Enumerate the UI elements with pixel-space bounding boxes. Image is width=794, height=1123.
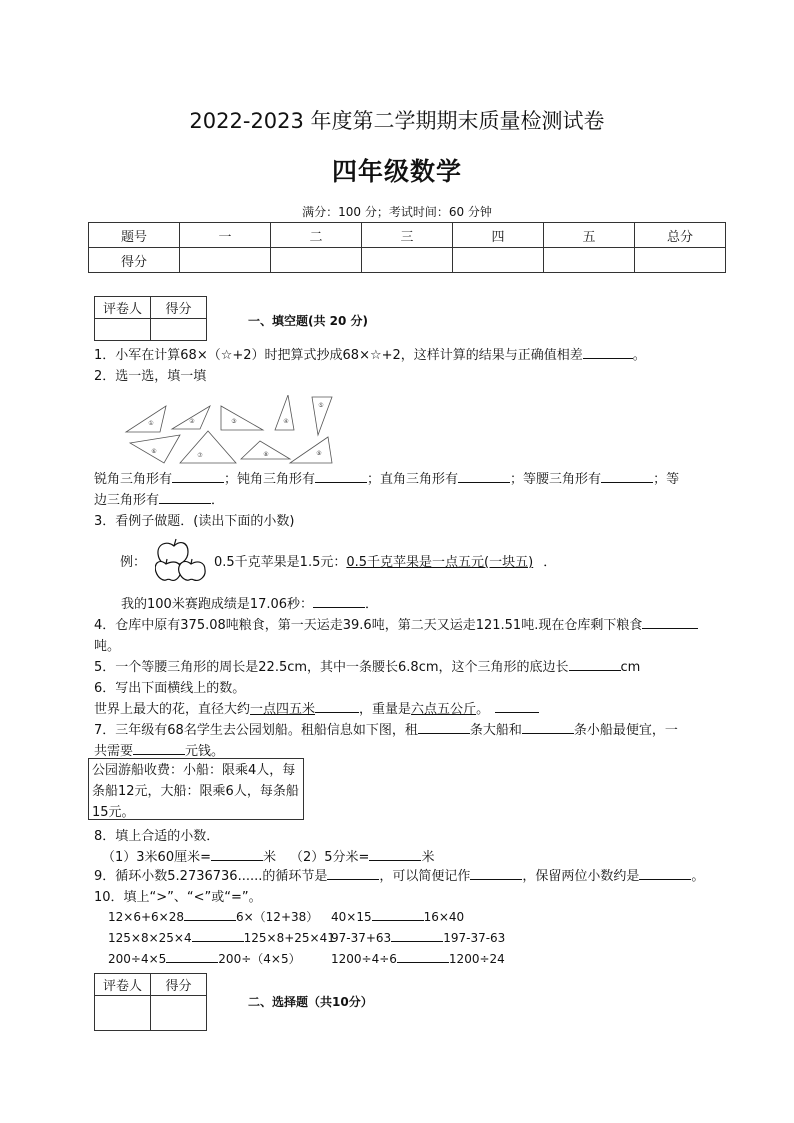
question-text: 5．一个等腰三角形的周长是22.5cm，其中一条腰长6.8cm，这个三角形的底边长: [94, 660, 569, 675]
score-table-cell: 得分: [89, 248, 180, 273]
triangle-label: ⑥: [151, 448, 157, 455]
triangle-7-shape: [180, 431, 236, 463]
answer-blank[interactable]: [184, 908, 236, 921]
answer-blank[interactable]: [192, 929, 244, 942]
expression: 125×8+25×41: [243, 931, 335, 945]
answer-blank[interactable]: [642, 616, 698, 629]
section-1-title: 一、填空题(共 20 分): [248, 314, 369, 328]
question-text: ；钝角三角形有: [224, 472, 316, 487]
score-table: [88, 222, 726, 273]
expression: 200÷4×5: [108, 952, 167, 966]
score-table-score-row: [89, 248, 726, 273]
section-2-title: 二、选择题（共10分）: [248, 995, 373, 1009]
answer-blank[interactable]: [327, 867, 379, 880]
score-table-cell: 题号: [89, 223, 180, 248]
expression: 6×（12+38）: [235, 910, 319, 924]
question-text: （1）3米60厘米=: [102, 850, 211, 865]
question-text: 7．三年级有68名学生去公园划船。租船信息如下图，租: [94, 723, 418, 738]
question-4: [94, 614, 698, 633]
answer-blank[interactable]: [397, 950, 449, 963]
answer-blank[interactable]: [315, 470, 367, 483]
underlined-number: 一点四五米: [250, 702, 316, 717]
score-input-cell[interactable]: [362, 248, 453, 273]
question-text: ；等腰三角形有: [510, 472, 602, 487]
question-6: 6．写出下面横线上的数。: [94, 681, 246, 696]
question-text: ，保留两位小数约是: [522, 869, 640, 884]
answer-blank[interactable]: [569, 658, 621, 671]
question-text: 元钱。: [185, 744, 225, 759]
question-text: 1．小军在计算68×（☆+2）时把算式抄成68×☆+2，这样计算的结果与正确值相差: [94, 348, 583, 363]
triangle-label: ③: [231, 418, 237, 425]
answer-blank[interactable]: [315, 700, 359, 713]
answer-blank[interactable]: [372, 908, 424, 921]
compare-item: [108, 929, 335, 945]
question-text: 。: [476, 702, 490, 717]
score-input-cell[interactable]: [544, 248, 635, 273]
answer-blank[interactable]: [495, 700, 539, 713]
score-input-cell[interactable]: [271, 248, 362, 273]
grader-input-cell[interactable]: [151, 996, 207, 1031]
triangle-label: ⑧: [263, 451, 269, 458]
question-text: 世界上最大的花，直径大约: [94, 702, 251, 717]
answer-blank[interactable]: [639, 867, 691, 880]
question-6-line: [94, 698, 539, 717]
score-table-cell: 二: [271, 223, 362, 248]
question-8-part-2: [290, 846, 434, 865]
triangle-label: ⑤: [318, 402, 324, 409]
question-text: ，重量是: [359, 702, 412, 717]
question-3: 3．看例子做题．(读出下面的小数): [94, 514, 295, 529]
question-text: ．: [365, 597, 379, 612]
triangle-9-shape: [290, 437, 332, 463]
triangle-label: ④: [283, 418, 289, 425]
grader-score-label: 得分: [151, 974, 207, 996]
example-text: ．: [543, 555, 557, 570]
answer-blank[interactable]: [458, 470, 510, 483]
question-2: 2．选一选，填一填: [94, 369, 207, 384]
score-table-cell: 四: [453, 223, 544, 248]
answer-blank[interactable]: [313, 595, 365, 608]
answer-blank[interactable]: [133, 742, 185, 755]
score-table-cell: 总分: [635, 223, 726, 248]
question-1: [94, 344, 646, 363]
question-9: [94, 865, 704, 884]
score-input-cell[interactable]: [635, 248, 726, 273]
answer-blank[interactable]: [601, 470, 653, 483]
answer-blank[interactable]: [391, 929, 443, 942]
answer-blank[interactable]: [166, 950, 218, 963]
example-text: 0.5千克苹果是1.5元：: [214, 555, 347, 570]
answer-blank[interactable]: [470, 867, 522, 880]
grader-label: 评卷人: [95, 974, 151, 996]
question-text: 条小船最便宜，一: [573, 723, 678, 738]
question-7: [94, 719, 678, 738]
question-text: 米: [421, 850, 435, 865]
expression: 16×40: [423, 910, 465, 924]
question-text: 锐角三角形有: [94, 472, 173, 487]
expression: 200÷（4×5）: [218, 952, 301, 966]
question-5: [94, 656, 640, 675]
question-text: 我的100米赛跑成绩是17.06秒：: [121, 597, 314, 612]
expression: 125×8×25×4: [108, 931, 192, 945]
answer-blank[interactable]: [172, 470, 224, 483]
grader-table-2: [94, 973, 207, 1031]
expression: 1200÷24: [448, 952, 505, 966]
triangle-label: ⑨: [316, 450, 322, 457]
question-8: 8．填上合适的小数．: [94, 829, 220, 844]
triangle-1-shape: [126, 406, 166, 432]
score-table-cell: 三: [362, 223, 453, 248]
grader-score-label: 得分: [151, 297, 207, 319]
compare-item: [108, 908, 318, 925]
grader-input-cell[interactable]: [95, 319, 151, 341]
underlined-number: 六点五公斤: [411, 702, 477, 717]
triangle-label: ②: [189, 418, 195, 425]
apple-shape: [155, 562, 181, 581]
question-text: 。: [632, 348, 646, 363]
question-text: ；等: [653, 472, 680, 487]
answer-blank[interactable]: [211, 848, 263, 861]
question-text: cm: [620, 660, 641, 675]
question-text: 共需要: [94, 744, 134, 759]
expression: 40×15: [331, 910, 372, 924]
expression: 12×6+6×28: [108, 910, 184, 924]
question-text: ．: [211, 493, 225, 508]
apple-shape: [179, 562, 205, 581]
answer-blank[interactable]: [159, 491, 211, 504]
grader-input-cell[interactable]: [95, 996, 151, 1031]
apples-icon: [155, 536, 211, 582]
answer-blank[interactable]: [583, 346, 633, 359]
score-input-cell[interactable]: [453, 248, 544, 273]
expression: 1200÷4÷6: [331, 952, 397, 966]
triangles-figure: [120, 395, 340, 465]
question-3-sub: [121, 593, 378, 612]
question-text: 米: [262, 850, 276, 865]
compare-item: [108, 950, 301, 967]
question-7-line-2: [94, 740, 224, 759]
compare-item: [331, 929, 505, 945]
triangle-label: ①: [148, 420, 154, 427]
compare-item: [331, 908, 464, 924]
question-text: ，可以简便记作: [379, 869, 471, 884]
score-table-cell: 五: [544, 223, 635, 248]
example-answer: 0.5千克苹果是一点五元(一块五): [346, 555, 534, 570]
answer-blank[interactable]: [369, 848, 421, 861]
question-text: ；直角三角形有: [367, 472, 459, 487]
question-10: 10．填上“>”、“<”或“=”。: [94, 890, 262, 905]
score-table-cell: 一: [180, 223, 271, 248]
question-2-line-2: [94, 489, 224, 508]
grader-table-1: [94, 296, 207, 341]
question-8-part-1: [102, 846, 276, 865]
grader-label: 评卷人: [95, 297, 151, 319]
answer-blank[interactable]: [522, 721, 574, 734]
grader-input-cell[interactable]: [151, 319, 207, 341]
question-text: 边三角形有: [94, 493, 160, 508]
question-4-line-2: 吨。: [94, 639, 121, 654]
question-text: 9．循环小数5.2736736......的循环节是: [94, 869, 328, 884]
expression: 197-37-63: [443, 931, 506, 945]
boat-price-box: 公园游船收费：小船：限乘4人，每条船12元，大船：限乘6人，每条船15元。: [88, 758, 304, 820]
exam-info: 满分：100 分；考试时间：60 分钟: [302, 205, 492, 219]
answer-blank[interactable]: [418, 721, 470, 734]
exam-subject: 四年级数学: [331, 157, 462, 186]
example-label: 例：: [120, 555, 147, 570]
compare-item: [331, 950, 505, 966]
question-text: 条大船和: [469, 723, 522, 738]
expression: 97-37+63: [331, 931, 392, 945]
question-text: 4．仓库中原有375.08吨粮食，第一天运走39.6吨，第二天又运走121.51吨.现在仓库剩下粮食: [94, 618, 643, 633]
question-text: （2）5分米=: [290, 850, 370, 865]
question-text: 。: [691, 869, 705, 884]
exam-title: 2022-2023 年度第二学期期末质量检测试卷: [189, 109, 605, 133]
question-2-line-1: [94, 468, 679, 487]
triangle-3-shape: [221, 406, 263, 430]
score-table-header-row: [89, 223, 726, 248]
triangle-label: ⑦: [197, 452, 203, 459]
score-input-cell[interactable]: [180, 248, 271, 273]
example-line: [214, 551, 556, 570]
